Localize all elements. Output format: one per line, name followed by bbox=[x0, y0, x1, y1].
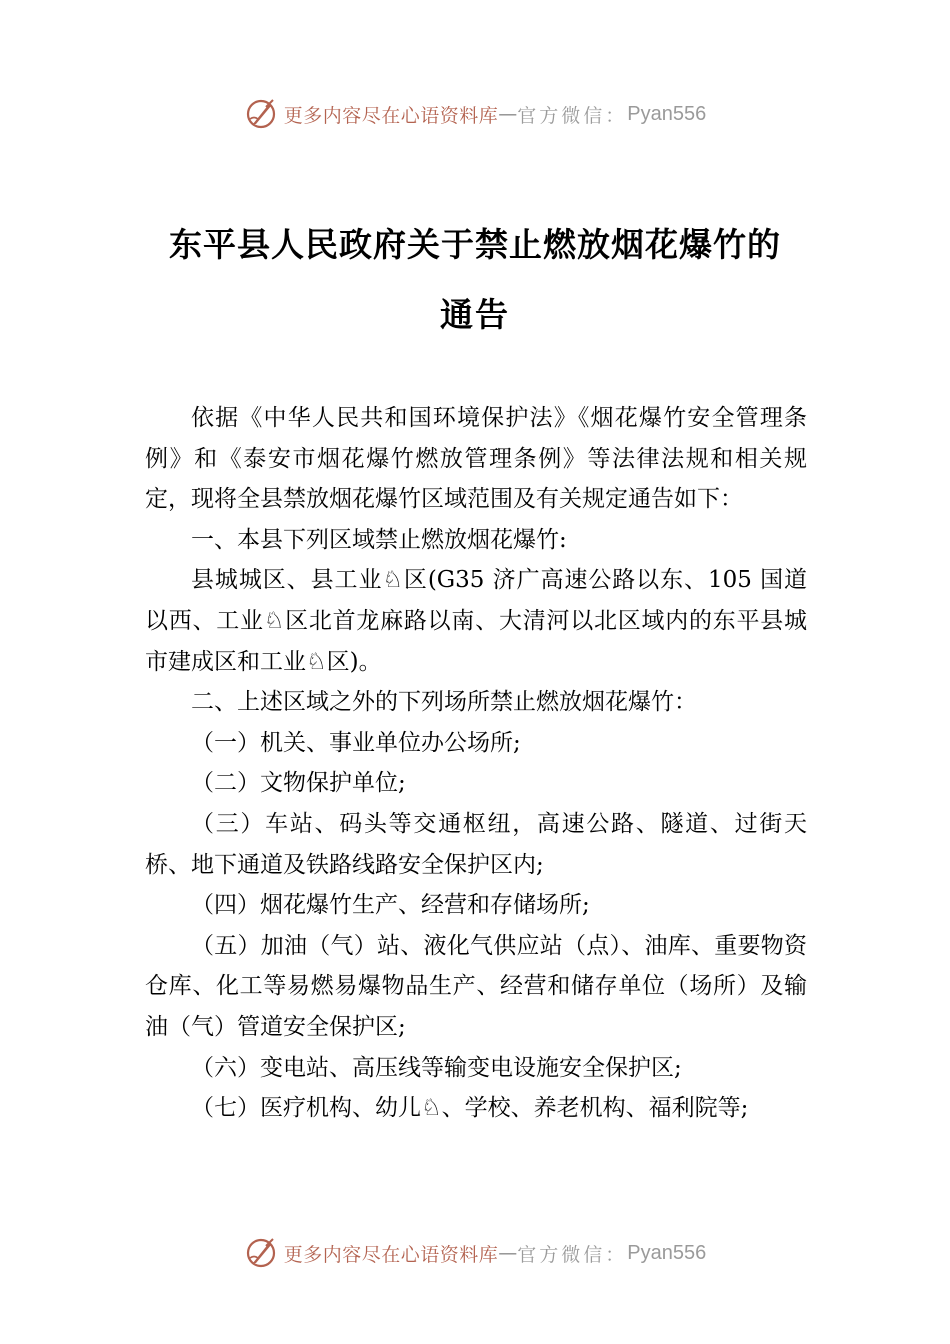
watermark-main-text: 更多内容尽在心语资料库 bbox=[283, 104, 499, 127]
document-title-line1: 东平县人民政府关于禁止燃放烟花爆竹的 bbox=[169, 225, 781, 264]
list-item-7: （七）医疗机构、幼儿♘、学校、养老机构、福利院等; bbox=[191, 1095, 749, 1122]
list-item-6: （六）变电站、高压线等输变电设施安全保护区; bbox=[191, 1054, 682, 1081]
watermark-dash: — bbox=[498, 1242, 518, 1264]
list-item-5: （五）加油（气）站、液化气供应站（点）、油库、重要物资仓库、化工等易燃易爆物品生产、经营和储存单位（场所）及输油（气）管道安全保护区; bbox=[145, 932, 807, 1040]
watermark-sub-text: 官方微信： bbox=[517, 1243, 628, 1266]
watermark-wechat-id: Pyan556 bbox=[627, 102, 707, 125]
watermark-dash: — bbox=[498, 103, 518, 125]
quill-pen-logo-icon bbox=[244, 1236, 278, 1270]
document-body bbox=[145, 398, 807, 1129]
paragraph-section-1-heading: 一、本县下列区域禁止燃放烟花爆竹: bbox=[191, 526, 567, 553]
list-item-4: （四）烟花爆竹生产、经营和存储场所; bbox=[191, 892, 590, 919]
paragraph-intro: 依据《中华人民共和国环境保护法》《烟花爆竹安全管理条例》和《泰安市烟花爆竹燃放管理条例》等法律法规和相关规定，现将全县禁放烟花爆竹区域范围及有关规定通告如下： bbox=[145, 405, 807, 513]
watermark-wechat-id: Pyan556 bbox=[627, 1241, 707, 1264]
paragraph-section-1-scope: 县城城区、县工业♘区(G35 济广高速公路以东、105 国道以西、工业♘区北首龙麻路以南、大清河以北区域内的东平县城市建成区和工业♘区)。 bbox=[145, 567, 807, 675]
document-title-line2: 通告 bbox=[440, 295, 510, 334]
watermark-sub-text: 官方微信： bbox=[517, 104, 628, 127]
list-item-1: （一）机关、事业单位办公场所; bbox=[191, 729, 521, 756]
watermark-main-text: 更多内容尽在心语资料库 bbox=[283, 1243, 499, 1266]
watermark-banner-bottom bbox=[0, 1233, 950, 1273]
paragraph-section-2-heading: 二、上述区域之外的下列场所禁止燃放烟花爆竹： bbox=[191, 689, 697, 716]
quill-pen-logo-icon bbox=[244, 97, 278, 131]
list-item-2: （二）文物保护单位; bbox=[191, 770, 406, 797]
list-item-3: （三）车站、码头等交通枢纽，高速公路、隧道、过街天桥、地下通道及铁路线路安全保护区内; bbox=[145, 810, 807, 878]
watermark-banner-top bbox=[0, 94, 950, 134]
